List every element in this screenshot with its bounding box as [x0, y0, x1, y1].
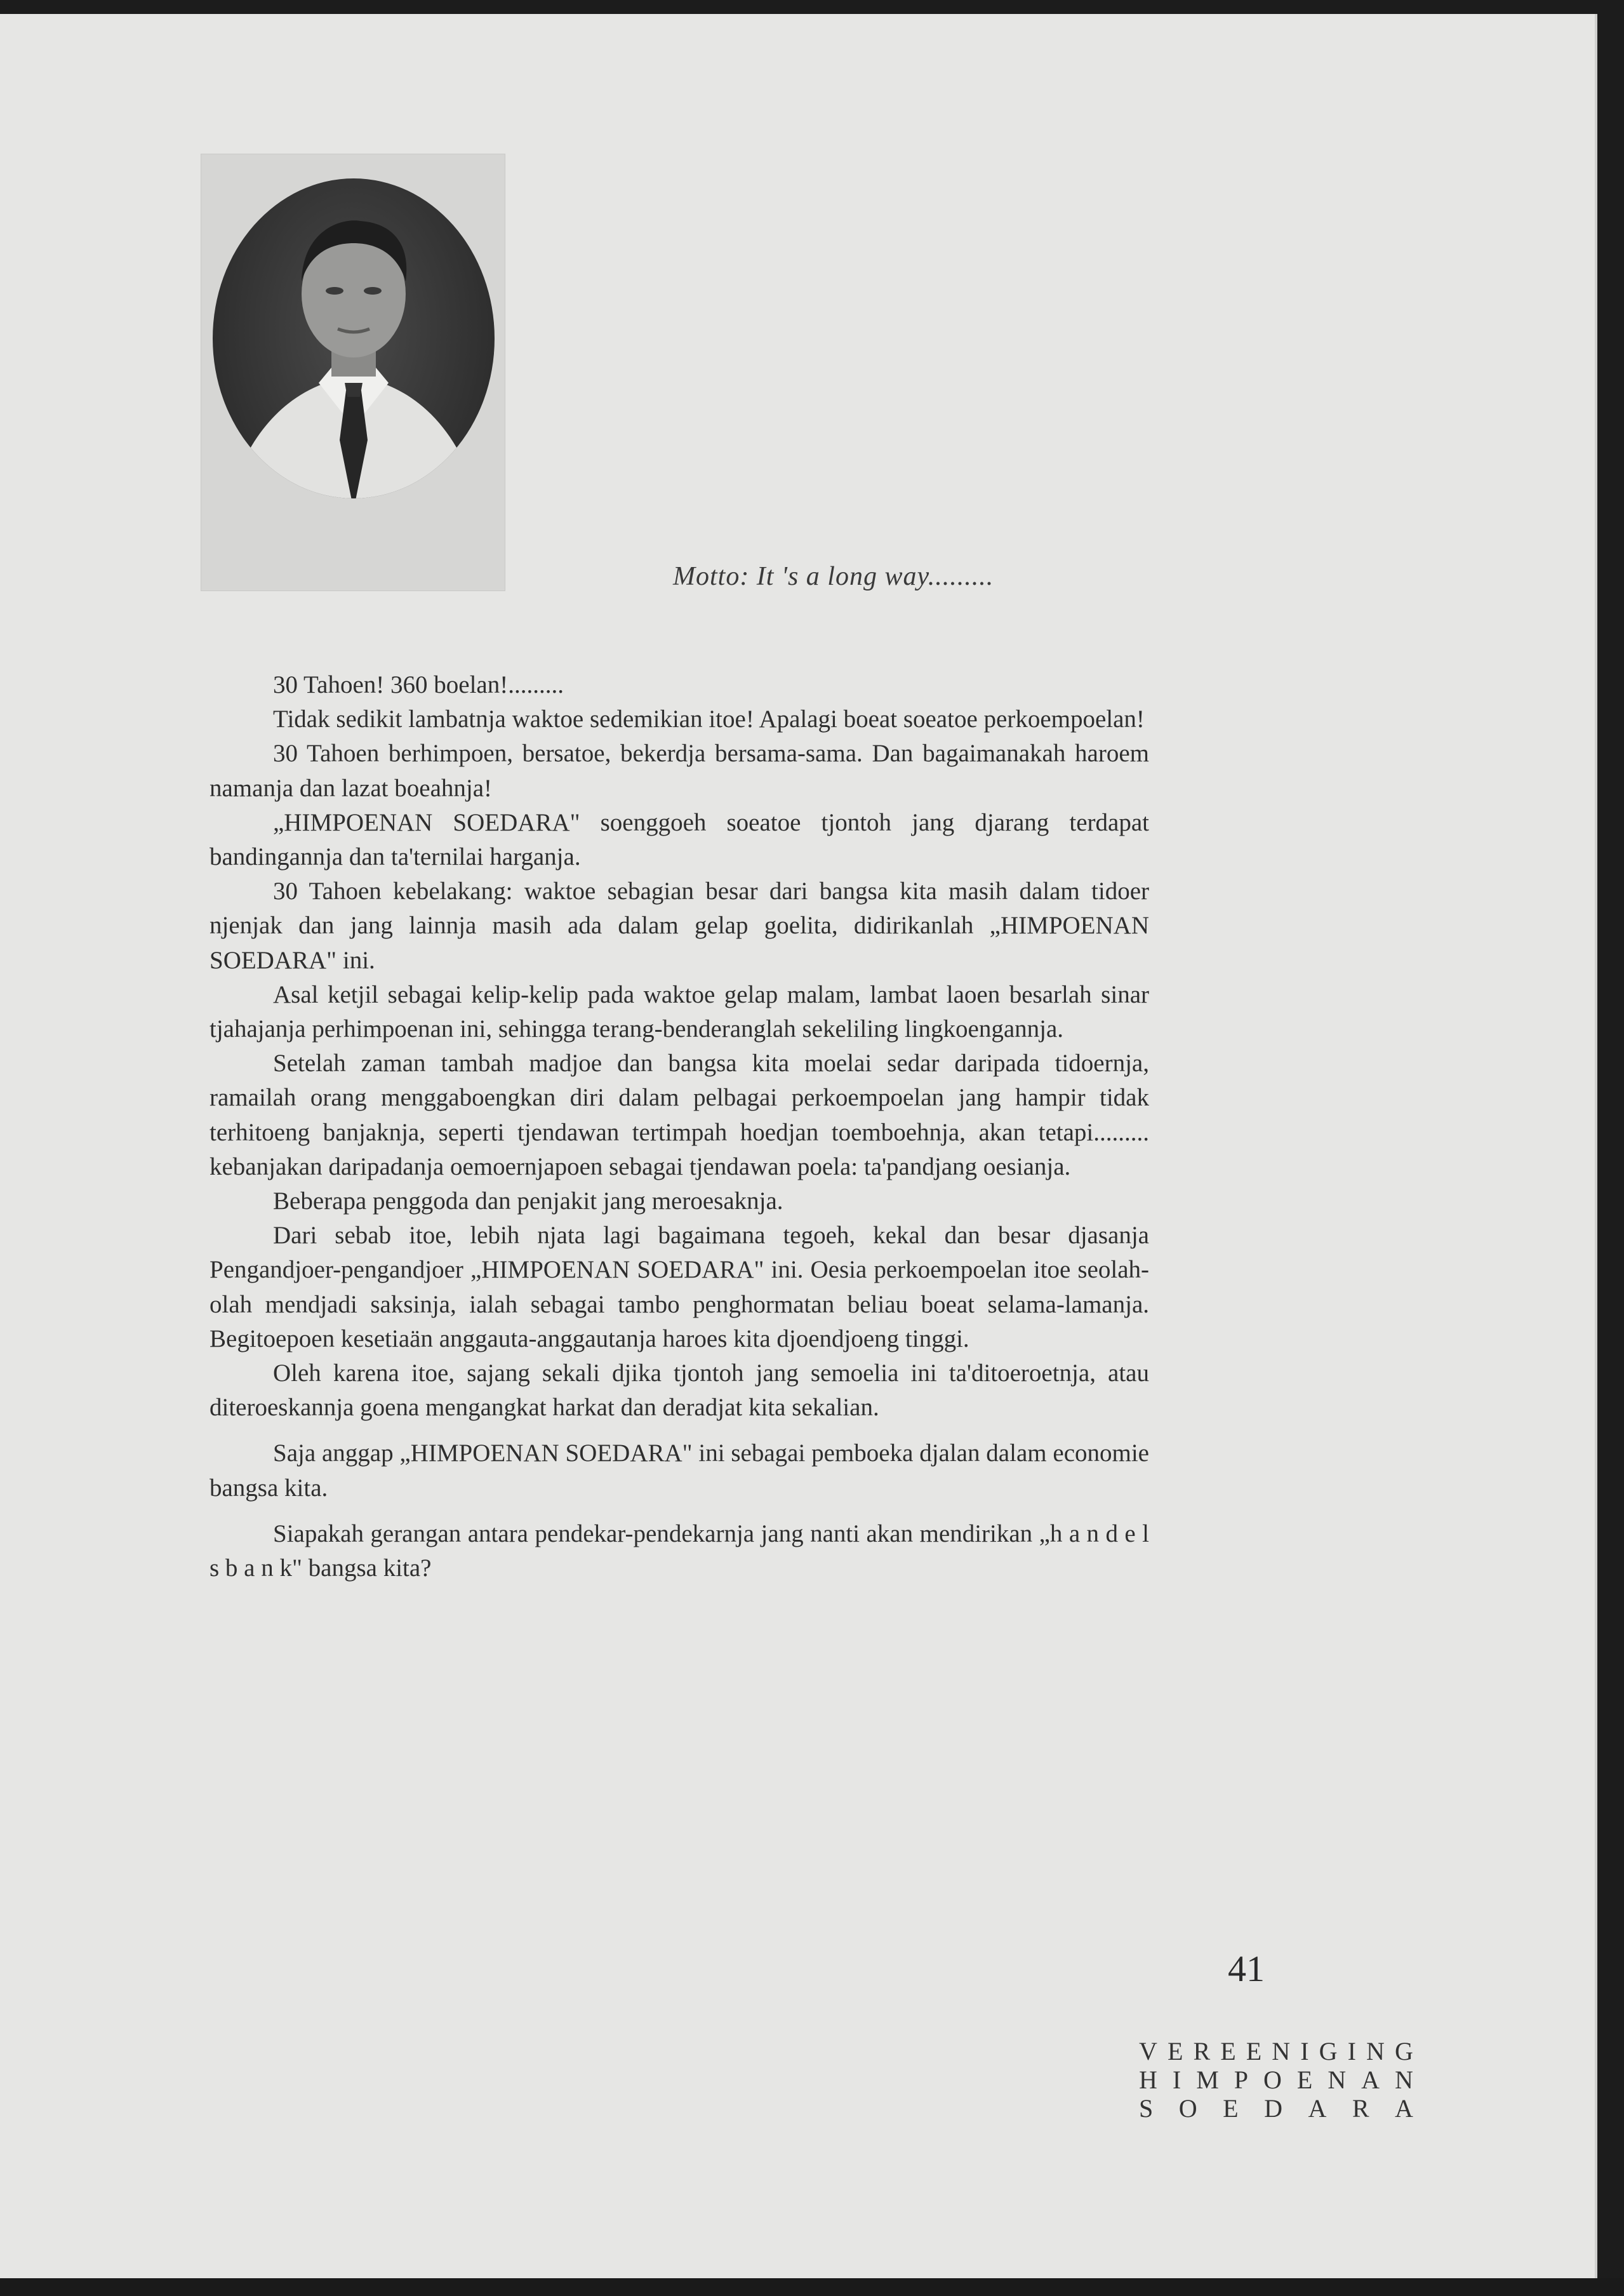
body-text — [210, 668, 1149, 1585]
imprint-letter: R — [1193, 2037, 1211, 2066]
paragraph: „HIMPOENAN SOEDARA" soenggoeh soeatoe tjontoh jang djarang terdapat bandingannja dan ta'ternilai harganja. — [210, 808, 1149, 871]
imprint-letter: I — [1347, 2037, 1356, 2066]
portrait-photo — [201, 154, 505, 591]
imprint-letter: G — [1395, 2037, 1413, 2066]
imprint-letter: R — [1352, 2094, 1369, 2123]
scan-border — [0, 2278, 1624, 2296]
page — [0, 14, 1597, 2278]
imprint-letter: D — [1264, 2094, 1282, 2123]
paragraph: Tidak sedikit lambatnja waktoe sedemikian itoe! Apalagi boeat soeatoe perkoempoelan! — [273, 705, 1145, 733]
paragraph: Beberapa penggoda dan penjakit jang meroesaknja. — [273, 1187, 783, 1215]
imprint-letter: N — [1328, 2066, 1347, 2094]
imprint-letter: I — [1172, 2066, 1181, 2094]
imprint-letter: P — [1234, 2066, 1248, 2094]
publisher-imprint — [1139, 2037, 1413, 2123]
imprint-letter: H — [1139, 2066, 1157, 2094]
imprint-letter: O — [1263, 2066, 1282, 2094]
paragraph: Asal ketjil sebagai kelip-kelip pada waktoe gelap malam, lambat laoen besarlah sinar tjahajanja perhimpoenan ini, sehingga terang-benderanglah sekeliling lingkoengannja. — [210, 980, 1149, 1043]
imprint-letter: A — [1308, 2094, 1327, 2123]
imprint-line — [1139, 2037, 1413, 2066]
imprint-letter: A — [1395, 2094, 1413, 2123]
paragraph: Saja anggap „HIMPOENAN SOEDARA" ini sebagai pemboeka djalan dalam economie bangsa kita. — [210, 1439, 1149, 1502]
imprint-letter: E — [1246, 2037, 1262, 2066]
paragraph: 30 Tahoen! 360 boelan!......... — [273, 671, 564, 698]
paragraph: Oleh karena itoe, sajang sekali djika tjontoh jang semoelia ini ta'ditoeroetnja, atau diteroeskannja goena mengangkat harkat dan deradjat kita sekalian. — [210, 1359, 1149, 1422]
paragraph: Siapakah gerangan antara pendekar-pendekarnja jang nanti akan mendirikan „h a n d e l s b a n k" bangsa kita? — [210, 1519, 1149, 1582]
paragraph: 30 Tahoen berhimpoen, bersatoe, bekerdja bersama-sama. Dan bagaimanakah haroem namanja dan lazat boeahnja! — [210, 740, 1149, 802]
imprint-letter: M — [1196, 2066, 1219, 2094]
imprint-letter: E — [1167, 2037, 1183, 2066]
imprint-letter: I — [1300, 2037, 1309, 2066]
imprint-letter: E — [1296, 2066, 1313, 2094]
paragraph: Dari sebab itoe, lebih njata lagi bagaimana tegoeh, kekal dan besar djasanja Pengandjoer-pengandjoer „HIMPOENAN SOEDARA" ini. Oesia perkoempoelan itoe seolah-olah mendjadi saksinja, ialah sebagai tambo penghormatan beliau boeat selama-lamanja. Begitoepoen kesetiaän anggauta-anggautanja haroes kita djoendjoeng tinggi. — [210, 1222, 1149, 1352]
imprint-letter: E — [1220, 2037, 1236, 2066]
paragraph: Setelah zaman tambah madjoe dan bangsa kita moelai sedar daripada tidoernja, ramailah orang menggaboengkan diri dalam pelbagai perkoempoelan jang hampir tidak terhitoeng banjaknja, seperti tjendawan tertimpah hoedjan toemboehnja, akan tetapi......... kebanjakan daripadanja oemoernjapoen sebagai tjendawan poela: ta'pandjang oesianja. — [210, 1050, 1149, 1180]
imprint-letter: N — [1272, 2037, 1291, 2066]
page-number: 41 — [1228, 1948, 1265, 1989]
paragraph: 30 Tahoen kebelakang: waktoe sebagian besar dari bangsa kita masih dalam tidoer njenjak dan jang lainnja masih ada dalam gelap goelita, didirikanlah „HIMPOENAN SOEDARA" ini. — [210, 878, 1149, 974]
imprint-letter: G — [1319, 2037, 1338, 2066]
imprint-letter: A — [1361, 2066, 1380, 2094]
imprint-letter: N — [1366, 2037, 1385, 2066]
imprint-letter: O — [1178, 2094, 1197, 2123]
imprint-letter: V — [1139, 2037, 1157, 2066]
imprint-line — [1139, 2066, 1413, 2094]
imprint-letter: E — [1223, 2094, 1239, 2123]
motto: Motto: It 's a long way......... — [673, 562, 994, 591]
imprint-letter: S — [1139, 2094, 1154, 2123]
imprint-letter: N — [1395, 2066, 1413, 2094]
imprint-line — [1139, 2094, 1413, 2123]
